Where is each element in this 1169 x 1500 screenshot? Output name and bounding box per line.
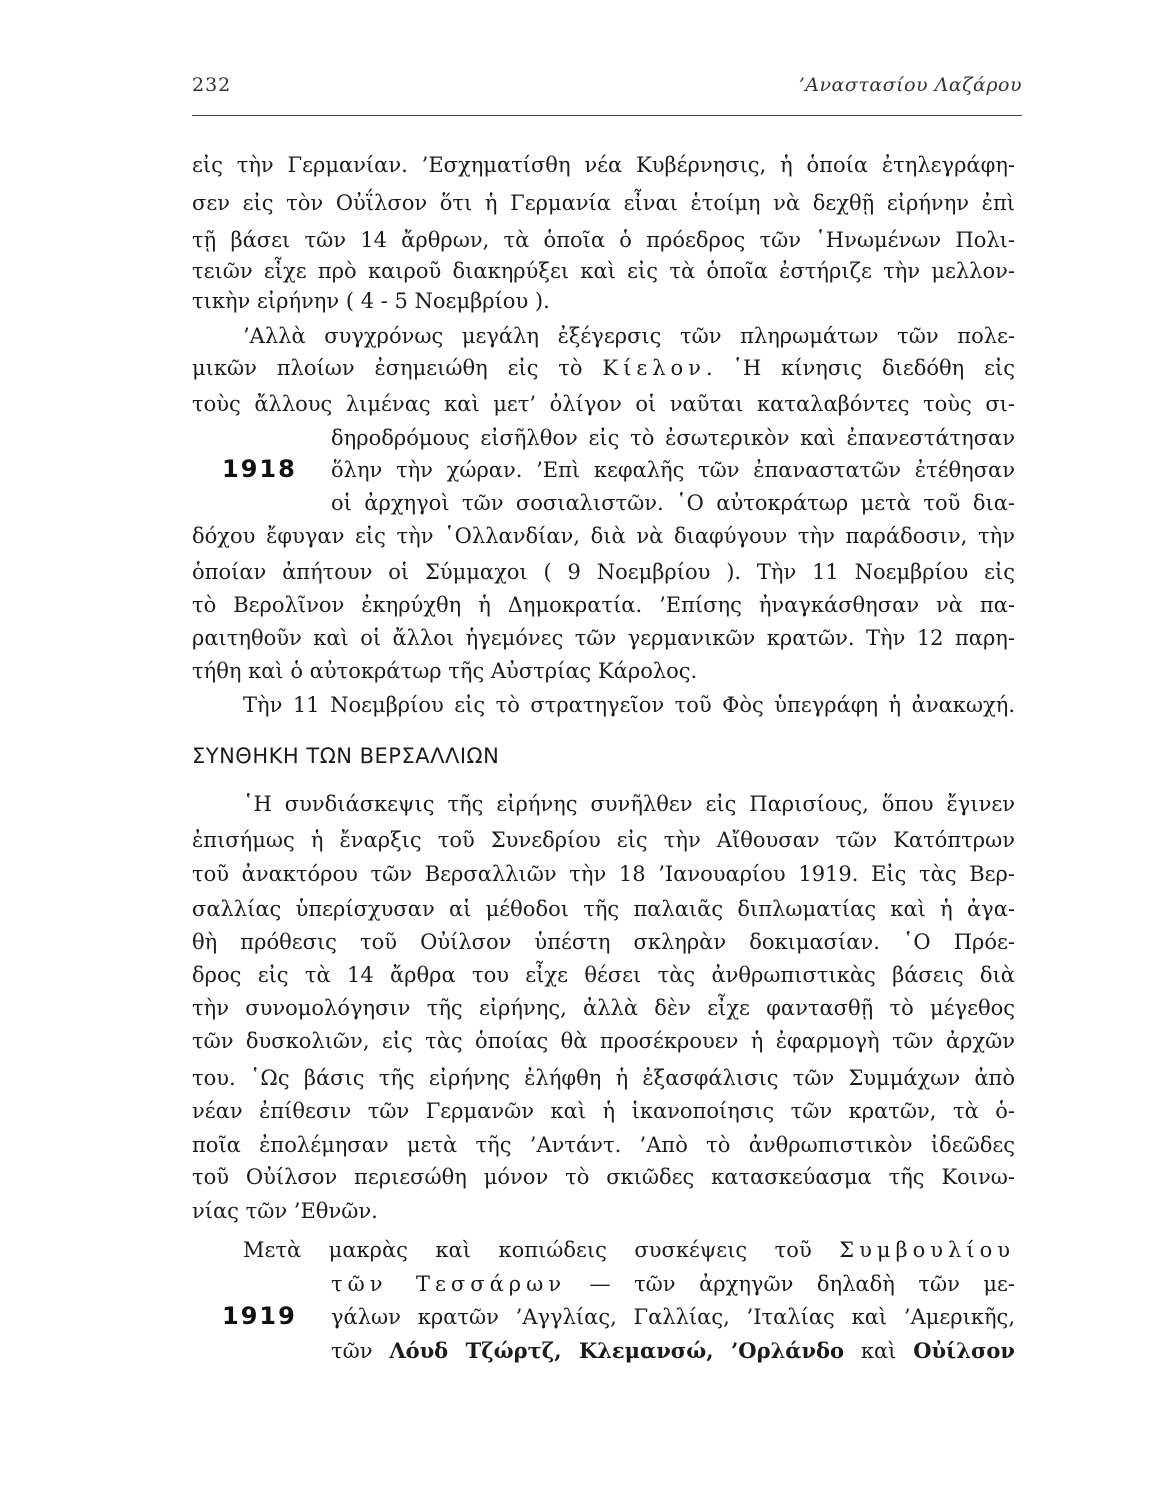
text-line: τῇ βάσει τῶν 14 ἄρθρων, τὰ ὁποῖα ὁ πρόεδρος τῶν ῾Ηνωμένων Πολι- — [192, 228, 1015, 252]
text-line: σαλλίας ὑπερίσχυσαν αἱ μέθοδοι τῆς παλαιᾶς διπλωματίας καὶ ἡ ἀγα- — [192, 897, 1015, 921]
text-line: τὴν συνομολόγησιν τῆς εἰρήνης, ἀλλὰ δὲν εἶχε φαντασθῇ τὸ μέγεθος — [192, 996, 1015, 1020]
text-line — [243, 1240, 1015, 1261]
text-line: ’Αλλὰ συγχρόνως μεγάλη ἐξέγερσις τῶν πληρωμάτων τῶν πολε- — [243, 324, 1015, 348]
text-line: δηροδρόμους εἰσῆλθον εἰς τὸ ἐσωτερικὸν καὶ ἐπανεστάτησαν — [331, 426, 1015, 450]
margin-year: 1918 — [222, 455, 297, 483]
text-span: μικῶν πλοίων ἐσημειώθη εἰς τὸ — [192, 356, 583, 380]
text-span: τῶν — [331, 1339, 373, 1363]
text-line: θὴ πρόθεσις τοῦ Οὐίλσον ὑπέστη σκληρὰν δοκιμασίαν. ῾Ο Πρόε- — [192, 930, 1015, 954]
text-line: τῶν δυσκολιῶν, εἰς τὰς ὁποίας θὰ προσέκρουεν ἡ ἐφαρμογὴ τῶν ἀρχῶν — [192, 1029, 1015, 1053]
text-line: δόχου ἔφυγαν εἰς τὴν ῾Ολλανδίαν, διὰ νὰ διαφύγουν τὴν παράδοσιν, τὴν — [192, 524, 1015, 548]
text-line: τοῦ Οὐίλσον περιεσώθη μόνον τὸ σκιῶδες κατασκεύασμα τῆς Κοινω- — [192, 1165, 1015, 1189]
text-line: Τὴν 11 Νοεμβρίου εἰς τὸ στρατηγεῖον τοῦ Φὸς ὑπεγράφη ἡ ἀνακωχή. — [243, 693, 1015, 717]
text-line: ῾Η συνδιάσκεψις τῆς εἰρήνης συνῆλθεν εἰς Παρισίους, ὅπου ἔγινεν — [243, 792, 1015, 816]
text-line: τοῦ ἀνακτόρου τῶν Βερσαλλιῶν τὴν 18 ’Ιανουαρίου 1919. Εἰς τὰς Βερ- — [192, 862, 1015, 886]
text-line: ὁποίαν ἀπήτουν οἱ Σύμμαχοι ( 9 Νοεμβρίου ). Τὴν 11 Νοεμβρίου εἰς — [192, 560, 1015, 584]
text-line: ποῖα ἐπολέμησαν μετὰ τῆς ’Αντάντ. ’Απὸ τὸ ἀνθρωπιστικὸν ἰδεῶδες — [192, 1133, 1015, 1157]
text-line: ἐπισήμως ἡ ἔναρξις τοῦ Συνεδρίου εἰς τὴν Αἴθουσαν τῶν Κατόπτρων — [192, 828, 1015, 852]
page-number: 232 — [192, 74, 232, 96]
text-line: γάλων κρατῶν ’Αγγλίας, Γαλλίας, ’Ιταλίας καὶ ’Αμερικῆς, — [331, 1305, 1015, 1329]
text-line: οἱ ἀρχηγοὶ τῶν σοσιαλιστῶν. ῾Ο αὐτοκράτωρ μετὰ τοῦ δια- — [331, 491, 1015, 515]
header-rule — [192, 115, 1022, 116]
section-heading: ΣΥΝΘΗΚΗ ΤΩΝ ΒΕΡΣΑΛΛΙΩΝ — [192, 744, 500, 768]
text-line: νέαν ἐπίθεσιν τῶν Γερμανῶν καὶ ἡ ἱκανοποίησις τῶν κρατῶν, τὰ ὁ- — [192, 1099, 1015, 1123]
text-line: τήθη καὶ ὁ αὐτοκράτωρ τῆς Αὐστρίας Κάρολος. — [192, 659, 698, 683]
text-line — [331, 1340, 1015, 1362]
spaced-place-name: Κίελον — [602, 356, 706, 380]
page-header — [192, 74, 1022, 104]
text-line: τὸ Βερολῖνον ἐκηρύχθη ἡ Δημοκρατία. ’Επίσης ἠναγκάσθησαν νὰ πα- — [192, 593, 1015, 617]
text-line: εἰς τὴν Γερμανίαν. ’Εσχηματίσθη νέα Κυβέρνησις, ἡ ὁποία ἐτηλεγράφη- — [192, 153, 1015, 177]
bold-leader-names: Οὐίλσον — [913, 1338, 1015, 1363]
spaced-council-name: Συμβουλίου — [839, 1238, 1015, 1262]
spaced-council-name: τῶν Τεσσάρων — [331, 1272, 567, 1296]
text-line — [192, 358, 1015, 379]
text-span: — τῶν ἀρχηγῶν δηλαδὴ τῶν με- — [589, 1272, 1016, 1296]
text-span: Μετὰ μακρὰς καὶ κοπιώδεις συσκέψεις τοῦ — [243, 1238, 812, 1262]
text-span: καὶ — [860, 1339, 897, 1363]
text-line: ὅλην τὴν χώραν. ’Επὶ κεφαλῆς τῶν ἐπαναστατῶν ἐτέθησαν — [331, 458, 1015, 482]
text-span: . ῾Η κίνησις διεδόθη εἰς — [705, 356, 1015, 380]
text-line: δρος εἰς τὰ 14 ἄρθρα του εἶχε θέσει τὰς ἀνθρωπιστικὰς βάσεις διὰ — [192, 963, 1015, 987]
text-line: ραιτηθοῦν καὶ οἱ ἄλλοι ἡγεμόνες τῶν γερμανικῶν κρατῶν. Τὴν 12 παρη- — [192, 626, 1015, 650]
text-line: του. ῾Ως βάσις τῆς εἰρήνης ἐλήφθη ἡ ἐξασφάλισις τῶν Συμμάχων ἀπὸ — [192, 1066, 1015, 1090]
text-line: σεν εἰς τὸν Οὐΐλσον ὅτι ἡ Γερμανία εἶναι ἑτοίμη νὰ δεχθῇ εἰρήνην ἐπὶ — [192, 191, 1015, 215]
text-line: τοὺς ἄλλους λιμένας καὶ μετ’ ὀλίγον οἱ ναῦται καταλαβόντες τοὺς σι- — [192, 392, 1015, 416]
bold-leader-names: Λόυδ Τζώρτζ, Κλεμανσώ, ’Ορλάνδο — [389, 1338, 845, 1363]
text-line: τειῶν εἶχε πρὸ καιροῦ διακηρύξει καὶ εἰς τὰ ὁποῖα ἐστήριζε τὴν μελλον- — [192, 259, 1015, 283]
margin-year: 1919 — [222, 1302, 297, 1330]
text-line: νίας τῶν ’Εθνῶν. — [192, 1199, 378, 1223]
running-head: ’Αναστασίου Λαζάρου — [798, 74, 1022, 96]
text-line: τικὴν εἰρήνην ( 4 - 5 Νοεμβρίου ). — [192, 289, 550, 313]
text-line — [331, 1274, 1015, 1295]
